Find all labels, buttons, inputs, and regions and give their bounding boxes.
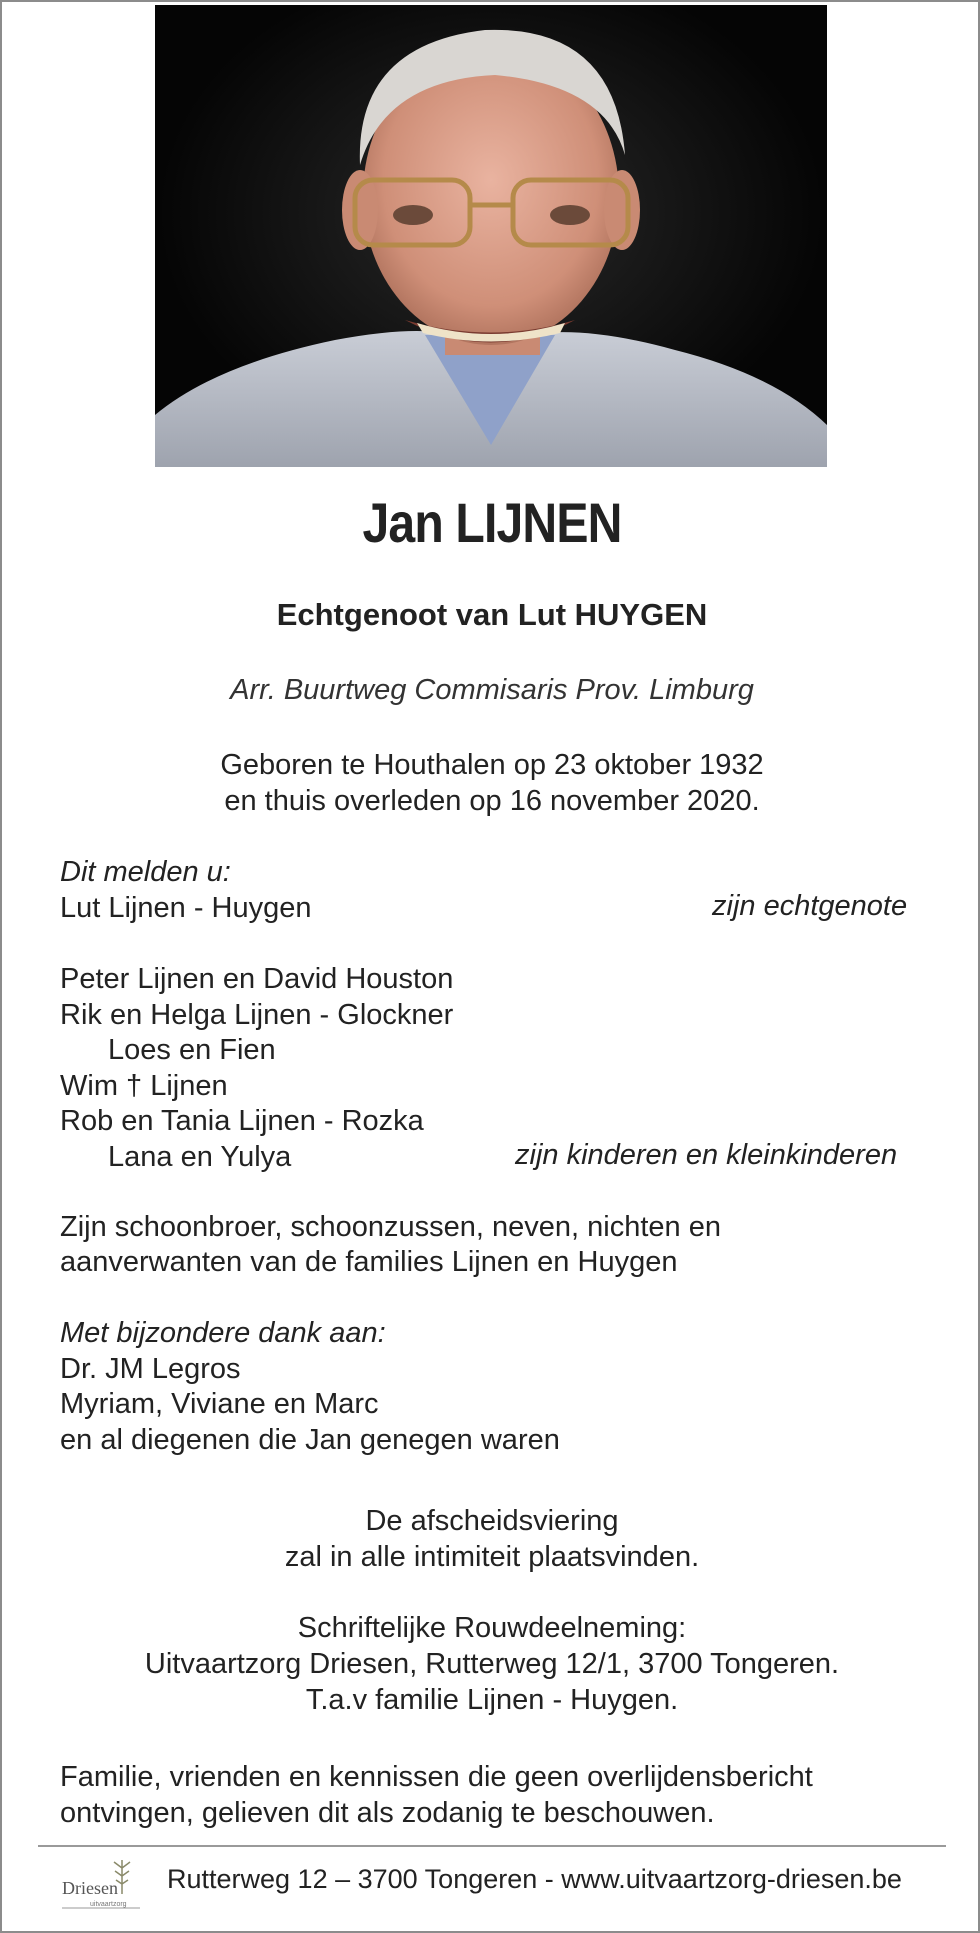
portrait-illustration bbox=[155, 5, 827, 467]
driesen-logo-icon bbox=[60, 1854, 145, 1914]
footer-divider bbox=[38, 1845, 946, 1847]
thanks-line: Myriam, Viviane en Marc bbox=[60, 1388, 379, 1420]
children-relation: zijn kinderen en kleinkinderen bbox=[515, 1139, 898, 1171]
birth-death-block bbox=[2, 747, 980, 819]
thanks-intro: Met bijzondere dank aan: bbox=[60, 1317, 386, 1349]
notice-line: Familie, vrienden en kennissen die geen overlijdensbericht bbox=[60, 1761, 813, 1793]
death-line: en thuis overleden op 16 november 2020. bbox=[224, 785, 760, 817]
thanks-line: Dr. JM Legros bbox=[60, 1353, 241, 1385]
footer-address: Rutterweg 12 – 3700 Tongeren - www.uitvaartzorg-driesen.be bbox=[167, 1864, 902, 1894]
condolence-line: T.a.v familie Lijnen - Huygen. bbox=[305, 1684, 679, 1716]
ceremony-line: zal in alle intimiteit plaatsvinden. bbox=[284, 1541, 700, 1573]
child-line: Rik en Helga Lijnen - Glockner bbox=[60, 999, 454, 1031]
ceremony-line: De afscheidsviering bbox=[365, 1505, 619, 1537]
child-line: Rob en Tania Lijnen - Rozka bbox=[60, 1105, 424, 1137]
announcers-intro: Dit melden u: bbox=[60, 856, 231, 888]
deceased-role: Arr. Buurtweg Commisaris Prov. Limburg bbox=[230, 674, 754, 706]
child-line: Peter Lijnen en David Houston bbox=[60, 963, 454, 995]
birth-line: Geboren te Houthalen op 23 oktober 1932 bbox=[220, 749, 764, 781]
extended-family-line: aanverwanten van de families Lijnen en Huygen bbox=[60, 1246, 678, 1278]
grandchild-line: Lana en Yulya bbox=[108, 1141, 292, 1173]
child-line: Wim † Lijnen bbox=[60, 1070, 228, 1102]
spouse-name: Lut Lijnen - Huygen bbox=[60, 892, 312, 924]
deceased-name: Jan LIJNEN bbox=[362, 491, 622, 554]
spouse-relation: zijn echtgenote bbox=[712, 890, 908, 922]
portrait-photo bbox=[155, 5, 827, 467]
logo-subtext: uitvaartzorg bbox=[90, 1901, 127, 1908]
condolence-block bbox=[2, 1610, 980, 1718]
spouse-line: Echtgenoot van Lut HUYGEN bbox=[276, 597, 708, 632]
notice-line: ontvingen, gelieven dit als zodanig te beschouwen. bbox=[60, 1797, 715, 1829]
grandchild-line: Loes en Fien bbox=[108, 1034, 276, 1066]
extended-family-line: Zijn schoonbroer, schoonzussen, neven, nichten en bbox=[60, 1211, 721, 1243]
ceremony-block bbox=[2, 1503, 980, 1575]
logo-text: Driesen bbox=[62, 1878, 118, 1898]
condolence-line: Uitvaartzorg Driesen, Rutterweg 12/1, 3700 Tongeren. bbox=[144, 1648, 840, 1680]
condolence-line: Schriftelijke Rouwdeelneming: bbox=[297, 1612, 687, 1644]
thanks-line: en al diegenen die Jan genegen waren bbox=[60, 1424, 560, 1456]
